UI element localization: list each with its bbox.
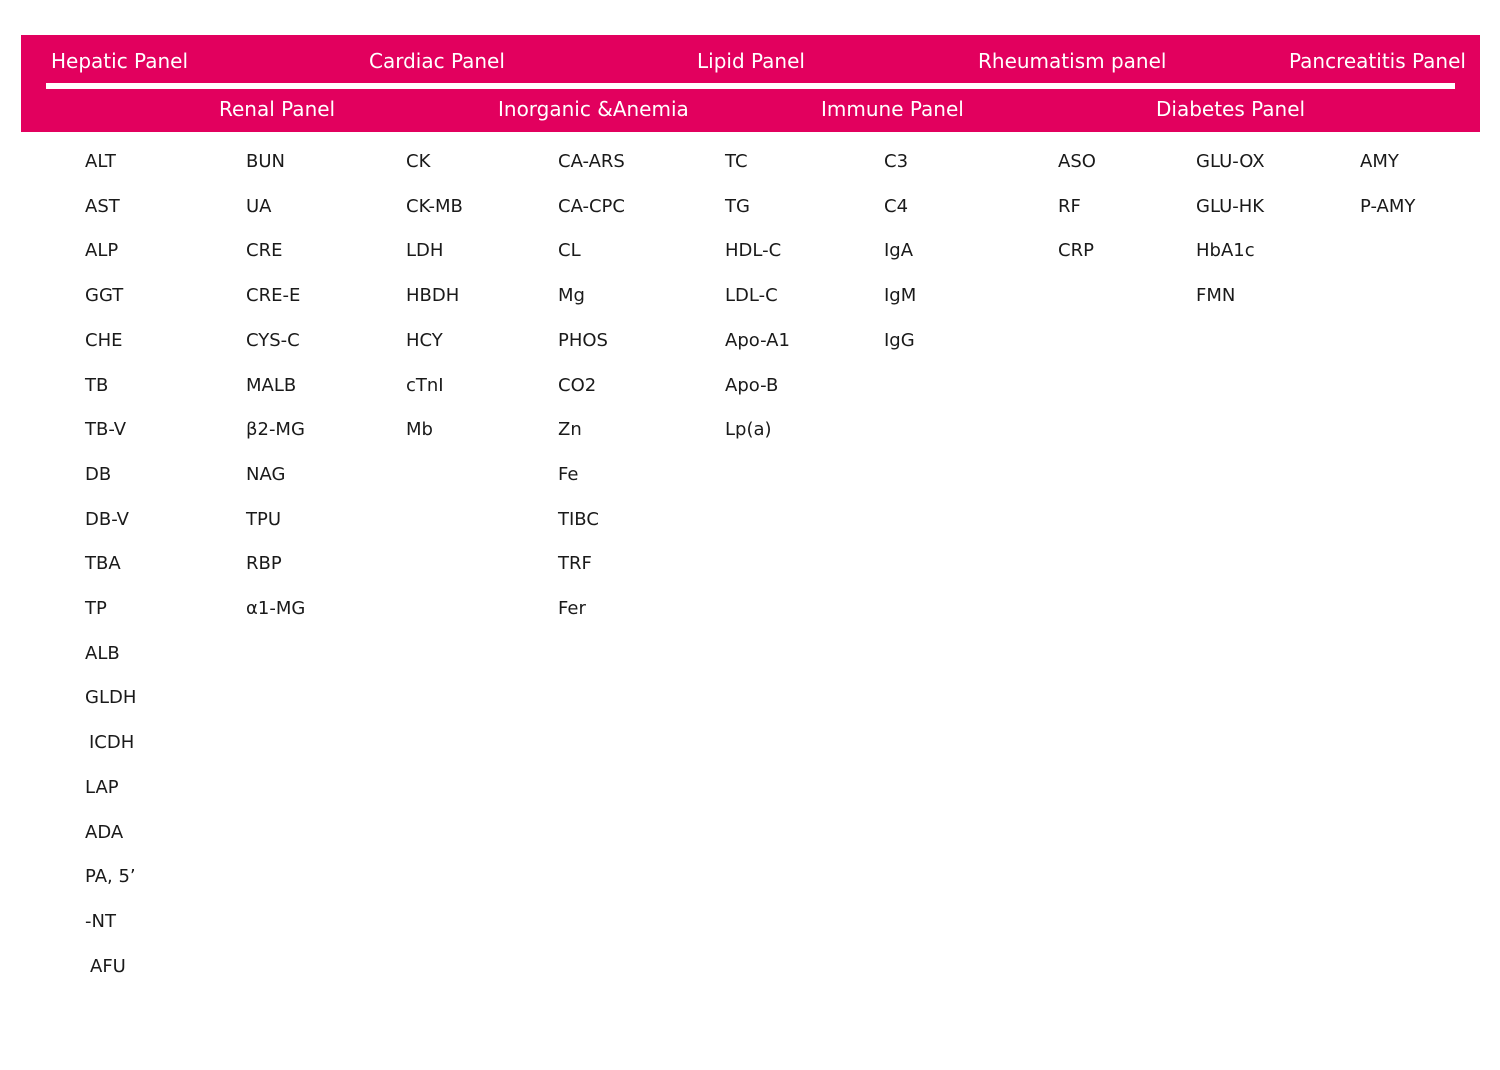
test-item: GLU-HK <box>1196 196 1265 217</box>
test-item: ALB <box>85 643 120 664</box>
test-item: CK <box>406 151 431 172</box>
test-item: TC <box>725 151 748 172</box>
test-item: CRP <box>1058 240 1094 261</box>
test-item: ADA <box>85 822 124 843</box>
test-item: CYS-C <box>246 330 300 351</box>
panel-header-band <box>21 35 1480 132</box>
test-item: UA <box>246 196 272 217</box>
test-item: HBDH <box>406 285 460 306</box>
test-item: DB <box>85 464 112 485</box>
test-item: HCY <box>406 330 443 351</box>
header-label-pancreatitis-panel: Pancreatitis Panel <box>1289 49 1466 73</box>
test-item: Fe <box>558 464 579 485</box>
header-label-rheumatism-panel: Rheumatism panel <box>978 49 1167 73</box>
test-item: NAG <box>246 464 286 485</box>
header-label-immune-panel: Immune Panel <box>821 97 964 121</box>
test-item: β2-MG <box>246 419 305 440</box>
test-item: Apo-A1 <box>725 330 790 351</box>
test-item: Mg <box>558 285 585 306</box>
test-item: CRE <box>246 240 283 261</box>
test-item: IgM <box>884 285 917 306</box>
test-item: PHOS <box>558 330 608 351</box>
test-item: TIBC <box>558 509 599 530</box>
test-item: GGT <box>85 285 124 306</box>
header-label-hepatic-panel: Hepatic Panel <box>51 49 189 73</box>
header-label-inorganic-anemia: Inorganic &Anemia <box>498 97 689 121</box>
header-label-lipid-panel: Lipid Panel <box>697 49 805 73</box>
test-item: Fer <box>558 598 586 619</box>
test-item: AMY <box>1360 151 1399 172</box>
test-item: cTnI <box>406 375 444 396</box>
test-item: AFU <box>90 956 126 977</box>
test-item: HbA1c <box>1196 240 1255 261</box>
test-item: LDH <box>406 240 444 261</box>
test-item: C4 <box>884 196 909 217</box>
test-item: Apo-B <box>725 375 779 396</box>
test-item: ASO <box>1058 151 1096 172</box>
test-item: CL <box>558 240 581 261</box>
test-item: TB <box>85 375 109 396</box>
test-item: TBA <box>85 553 121 574</box>
test-item: FMN <box>1196 285 1236 306</box>
test-item: TG <box>725 196 750 217</box>
test-item: IgG <box>884 330 915 351</box>
test-item: CO2 <box>558 375 597 396</box>
test-item: CHE <box>85 330 123 351</box>
header-divider-line <box>46 83 1455 89</box>
test-item: CA-CPC <box>558 196 625 217</box>
test-item: LDL-C <box>725 285 778 306</box>
header-label-diabetes-panel: Diabetes Panel <box>1156 97 1306 121</box>
test-item: MALB <box>246 375 297 396</box>
test-item: -NT <box>85 911 116 932</box>
test-item: Mb <box>406 419 433 440</box>
test-item: Lp(a) <box>725 419 772 440</box>
test-item: BUN <box>246 151 285 172</box>
test-item: GLDH <box>85 687 137 708</box>
test-item: CK-MB <box>406 196 463 217</box>
test-item: ALP <box>85 240 119 261</box>
test-item: ICDH <box>89 732 135 753</box>
test-item: α1-MG <box>246 598 306 619</box>
test-item: HDL-C <box>725 240 782 261</box>
test-item: IgA <box>884 240 914 261</box>
test-item: C3 <box>884 151 909 172</box>
test-item: CRE-E <box>246 285 301 306</box>
test-item: RBP <box>246 553 282 574</box>
header-label-cardiac-panel: Cardiac Panel <box>369 49 505 73</box>
test-item: Zn <box>558 419 582 440</box>
header-label-renal-panel: Renal Panel <box>219 97 336 121</box>
test-item: GLU-OX <box>1196 151 1265 172</box>
test-item: TB-V <box>85 419 127 440</box>
test-item: LAP <box>85 777 119 798</box>
test-item: DB-V <box>85 509 129 530</box>
test-item: RF <box>1058 196 1081 217</box>
test-item: TP <box>85 598 107 619</box>
test-item: AST <box>85 196 120 217</box>
test-item: PA, 5’ <box>85 866 136 887</box>
test-item: ALT <box>85 151 116 172</box>
test-item: CA-ARS <box>558 151 625 172</box>
test-item: TRF <box>558 553 592 574</box>
test-item: P-AMY <box>1360 196 1416 217</box>
test-item: TPU <box>246 509 282 530</box>
